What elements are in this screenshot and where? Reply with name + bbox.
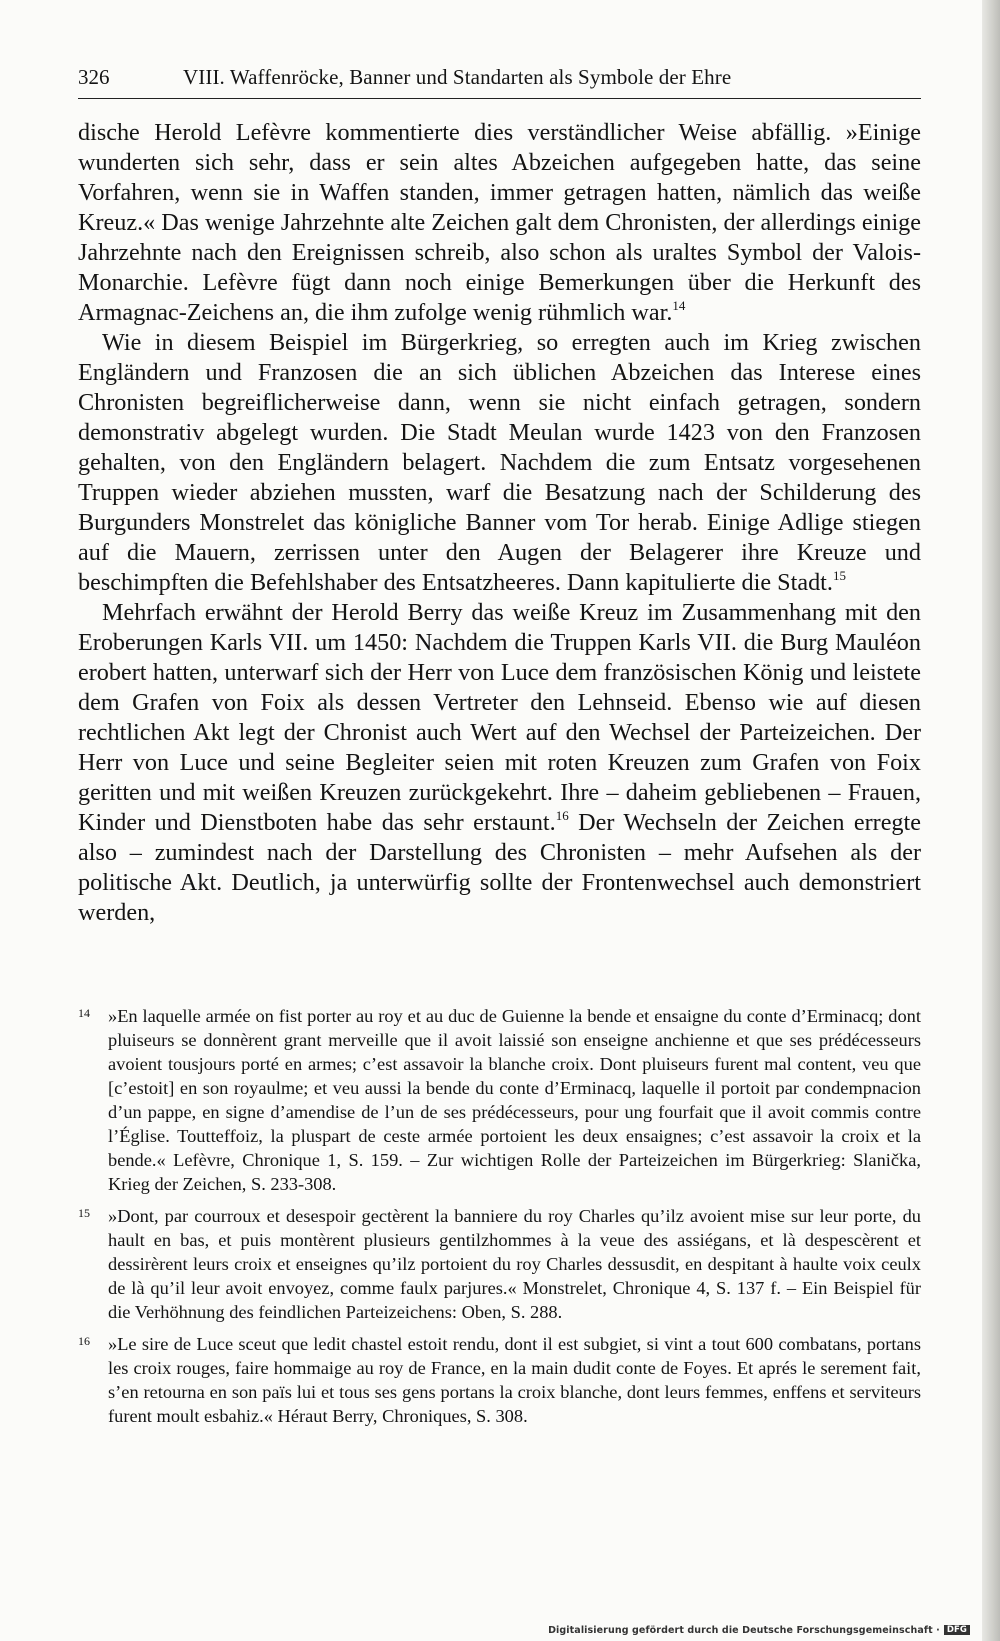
- credit-text: Digitalisierung gefördert durch die Deutsche Forschungsgemeinschaft ·: [548, 1625, 940, 1636]
- footnote-ref: 14: [672, 298, 686, 313]
- paragraph-text: dische Herold Lefèvre kommentierte dies verständlicher Weise abfällig. »Einige wunderten sich sehr, dass er sein altes Abzeichen aufgegeben hatte, das seine Vorfahren, wenn sie in Waffen standen, immer getragen hatten, nämlich das weiße Kreuz.« Das wenige Jahrzehnte alte Zeichen galt dem Chronisten, der allerdings einige Jahrzehnte nach den Ereignissen schreib, also schon als uraltes Symbol der Valois-Monarchie. Lefèvre fügt dann noch einige Bemerkungen über die Herkunft des Armagnac-Zeichens an, die ihm zufolge wenig rühmlich war.: [78, 119, 921, 326]
- footnote-number: 14: [78, 1006, 90, 1020]
- footnote-14: [78, 1004, 921, 1196]
- paragraph-2: [78, 328, 921, 598]
- digitization-credit: [548, 1625, 970, 1636]
- page-edge-shadow: [982, 0, 1000, 1641]
- footnote-number: 16: [78, 1334, 90, 1348]
- footnote-text: »En laquelle armée on fist porter au roy et au duc de Guienne la bende et ensaigne du conte d’Erminacq; dont pluiseurs se donnèrent grant merveille que il avoit laissié son enseigne anchienne et que ses prédécesseurs avoient tousjours porté en armes; c’est assavoir la blanche croix. Dont pluiseurs furent mal content, veu que [c’estoit] en son royaulme; et veu aussi la bende du conte d’Erminacq, laquelle il portoit par condempnacion d’un pappe, en signe d’amendise de l’un de ses prédécesseurs, pour ung fourfait que il avoit commis contre l’Église. Toutteffoiz, la pluspart de ceste armée portoient les deux ensaignes; c’est assavoir la croix et la bende.« Lefèvre, Chronique 1, S. 159. – Zur wichtigen Rolle der Parteizeichen im Bürgerkrieg: Slanička, Krieg der Zeichen, S. 233-308.: [108, 1006, 921, 1194]
- page-number: 326: [78, 65, 110, 89]
- running-head: VIII. Waffenröcke, Banner und Standarten als Symbole der Ehre: [183, 65, 732, 89]
- page-header: [78, 62, 921, 99]
- footnote-text: »Le sire de Luce sceut que ledit chastel estoit rendu, dont il est subgiet, si vint a tout 600 combatans, portans les croix rouges, faire hommaige au roy de France, en la main dudit conte de Foyes. Et aprés le serement fait, s’en retourna en son païs lui et tous ses gens portans la croix blanche, dont leurs femmes, enffens et serviteurs furent moult esbahiz.« Héraut Berry, Chroniques, S. 308.: [108, 1334, 921, 1426]
- main-text: [78, 118, 921, 928]
- footnote-16: [78, 1332, 921, 1428]
- footnote-15: [78, 1204, 921, 1324]
- footnotes: [78, 1004, 921, 1436]
- paragraph-text: Wie in diesem Beispiel im Bürgerkrieg, so erregten auch im Krieg zwischen Engländern und Franzosen die an sich üblichen Abzeichen das Interese eines Chronisten begreiflicherweise dann, wenn sie nicht einfach getragen, sondern demonstrativ abgelegt wurden. Die Stadt Meulan wurde 1423 von den Franzosen gehalten, von den Engländern belagert. Nachdem die zum Entsatz vorgesehenen Truppen wieder abziehen mussten, warf die Besatzung nach der Schilderung des Burgunders Monstrelet das königliche Banner vom Tor herab. Einige Adlige stiegen auf die Mauern, zerrissen unter den Augen der Belagerer ihre Kreuze und beschimpften die Befehlshaber des Entsatzheeres. Dann kapitulierte die Stadt.: [78, 329, 921, 596]
- footnote-ref: 16: [555, 808, 569, 823]
- paragraph-1: [78, 118, 921, 328]
- footnote-text: »Dont, par courroux et desespoir gectèrent la banniere du roy Charles qu’ilz avoient mise sur leur porte, du hault en bas, et puis montèrent plusieurs gentilzhommes à la veue des assiégans, et là despescèrent et dessirèrent leurs croix et enseignes qu’ilz portoient du roy Charles dessusdit, en despitant à haulte voix ceulx de là qu’il leur avoit envoyez, comme faulx parjures.« Monstrelet, Chronique 4, S. 137 f. – Ein Beispiel für die Verhöhnung des feindlichen Parteizeichens: Oben, S. 288.: [108, 1206, 921, 1322]
- dfg-logo: DFG: [944, 1625, 970, 1635]
- footnote-number: 15: [78, 1206, 90, 1220]
- paragraph-text: Der Wechseln der Zeichen erregte also – zumindest nach der Darstellung des Chronisten – mehr Aufsehen als der politische Akt. Deutlich, ja unterwürfig sollte der Frontenwechsel auch demonstriert werden,: [78, 809, 921, 926]
- footnote-ref: 15: [832, 568, 846, 583]
- paragraph-3: [78, 598, 921, 928]
- paragraph-text: Mehrfach erwähnt der Herold Berry das weiße Kreuz im Zusammenhang mit den Eroberungen Karls VII. um 1450: Nachdem die Truppen Karls VII. die Burg Mauléon erobert hatten, unterwarf sich der Herr von Luce dem französischen König und leistete dem Grafen von Foix als dessen Vertreter den Lehnseid. Ebenso wie auf diesen rechtlichen Akt legt der Chronist auch Wert auf den Wechsel der Parteizeichen. Der Herr von Luce und seine Begleiter seien mit roten Kreuzen zum Grafen von Foix geritten und mit weißen Kreuzen zurückgekehrt. Ihre – daheim gebliebenen – Frauen, Kinder und Dienstboten habe das sehr erstaunt.: [78, 599, 921, 836]
